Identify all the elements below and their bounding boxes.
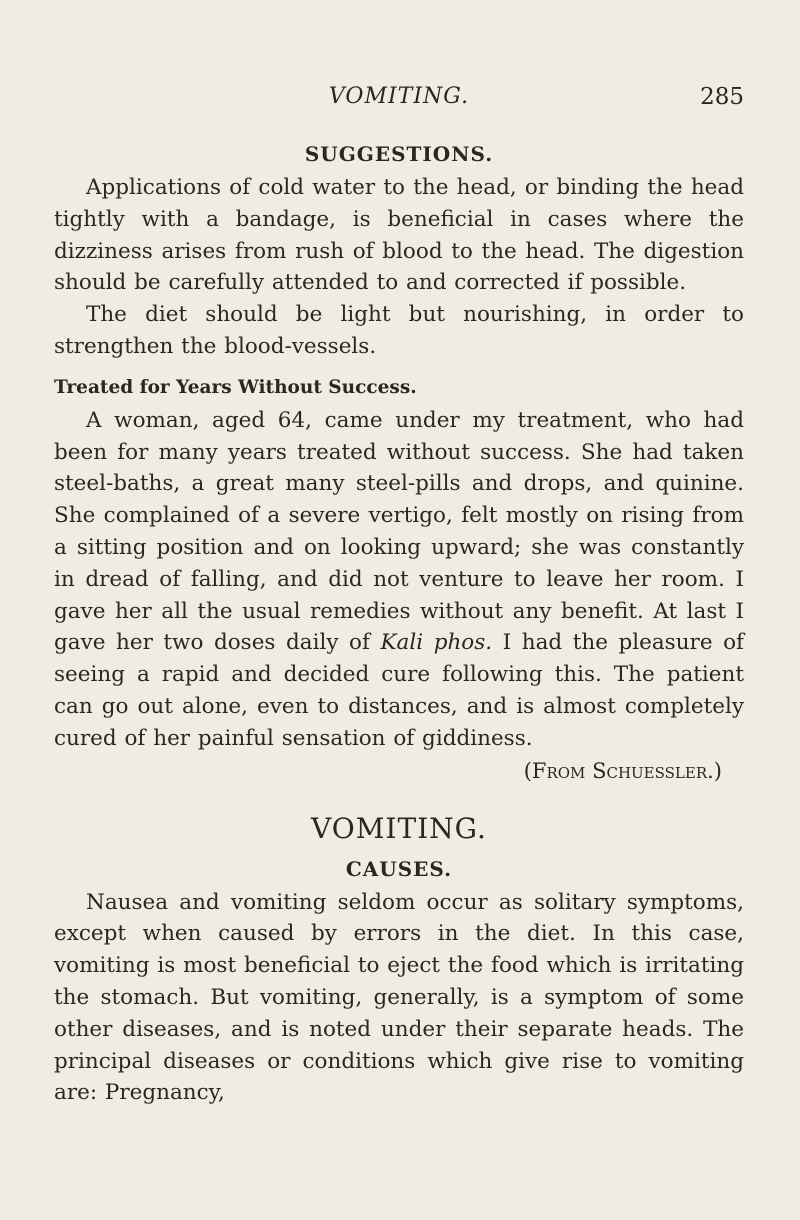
suggestions-paragraph-2: The diet should be light but nourishing, in order to strengthen the blood-vessels. — [54, 302, 744, 359]
running-header — [54, 84, 744, 118]
suggestions-heading: SUGGESTIONS. — [304, 142, 494, 166]
case-paragraph — [54, 405, 744, 755]
running-title: VOMITING. — [328, 84, 470, 109]
causes-paragraph: Nausea and vomiting seldom occur as solitary symptoms, except when caused by errors in the diet. In this case, vomiting is most beneficial to eject the food which is irritating the stomach. But vomiting, generally, is a symptom of some other diseases, and is noted under their separate heads. The principal diseases or conditions which give rise to vomiting are: Pregnancy, — [54, 889, 744, 1106]
case-heading: Treated for Years Without Success. — [54, 376, 417, 398]
remedy-name: Kali phos. — [380, 630, 493, 656]
vomiting-heading: VOMITING. — [311, 811, 487, 845]
case-attribution: (From Schuessler.) — [523, 758, 722, 783]
case-text-after: I had the pleasure of seeing a rapid and decided cure following this. The patient can go out alone, even to distances, and is almost completely cured of her painful sensation of giddiness. — [54, 630, 744, 751]
case-text-before: A woman, aged 64, came under my treatment, who had been for many years treated without success. She had taken steel-baths, a great many steel-pills and drops, and quinine. She complained of a severe vertigo, felt mostly on rising from a sitting position and on looking upward; she was constantly in dread of falling, and did not venture to leave her room. I gave her all the usual remedies without any benefit. At last I gave her two doses daily of — [54, 407, 744, 656]
suggestions-paragraph-1: Applications of cold water to the head, or binding the head tightly with a bandage, is beneficial in cases where the dizziness arises from rush of blood to the head. The digestion should be carefully attended to and corrected if possible. — [54, 175, 744, 296]
causes-heading: CAUSES. — [345, 856, 453, 881]
page-content — [54, 134, 744, 1109]
page-number: 285 — [700, 84, 744, 110]
